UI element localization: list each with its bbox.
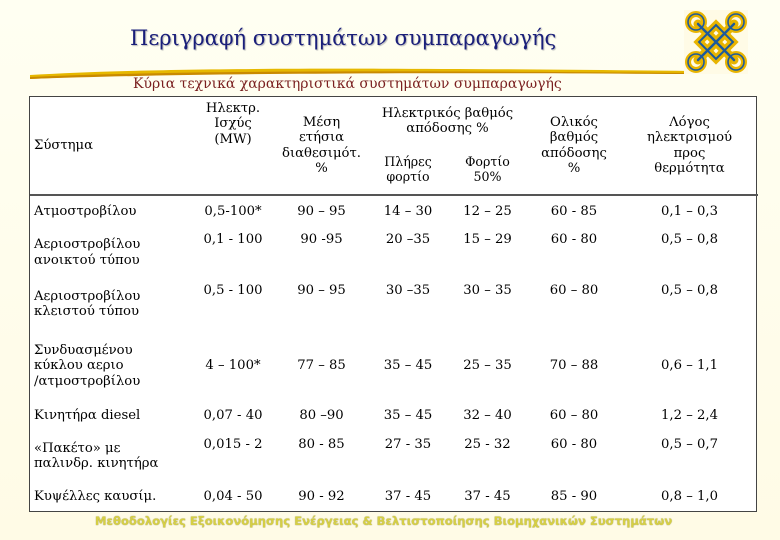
header-full-load: Πλήρες φορτίο [368, 145, 448, 195]
cell-availability: 90 – 95 [297, 283, 346, 298]
cell-ratio: 0,5 – 0,8 [661, 283, 718, 298]
header-power: Ηλεκτρ. Ισχύς (MW) [191, 97, 275, 195]
cell-availability: 77 – 85 [297, 358, 346, 374]
cell-ratio: 0,5 – 0,7 [661, 437, 718, 452]
cell-power: 0,5-100* [204, 204, 262, 220]
cell-half-load: 32 – 40 [463, 408, 512, 424]
footer-course-title: Μεθοδολογίες Εξοικονόμησης Ενέργειας & Βελτιστοποίησης Βιομηχανικών Συστημάτων [95, 514, 673, 528]
table-row [30, 195, 758, 228]
header-system: Σύστημα [30, 97, 191, 195]
header-electrical-efficiency: Ηλεκτρικός βαθμός απόδοσης % [381, 105, 514, 136]
header-total-efficiency: Ολικός βαθμός απόδοσης % [527, 97, 621, 195]
cell-availability: 80 –90 [299, 408, 344, 424]
cell-total-efficiency: 70 – 88 [549, 358, 599, 374]
cell-total-efficiency: 60 – 80 [549, 408, 599, 424]
cell-full-load: 35 – 45 [383, 408, 433, 424]
cell-total-efficiency: 60 - 80 [550, 232, 598, 247]
header-availability: Μέση ετήσια διαθεσιμότ. % [275, 97, 368, 195]
row-system-name: Αεριοστροβίλου ανοικτού τύπου [34, 237, 141, 268]
page-subtitle: Κύρια τεχνικά χαρακτηριστικά συστημάτων συμπαραγωγής [133, 76, 562, 92]
cell-half-load: 15 – 29 [463, 232, 512, 247]
cell-availability: 90 - 92 [298, 489, 345, 505]
row-system-name: «Πακέτο» με παλινδρ. κινητήρα [34, 440, 159, 471]
cell-half-load: 25 - 32 [464, 437, 511, 452]
cell-full-load: 20 –35 [385, 232, 431, 247]
cogeneration-specs-table [29, 96, 757, 512]
header-power-heat-ratio: Λόγος ηλεκτρισμού προς θερμότητα [621, 97, 758, 195]
table-row [30, 331, 758, 401]
cell-ratio: 0,6 – 1,1 [661, 358, 718, 374]
cell-total-efficiency: 60 – 80 [549, 283, 599, 298]
cell-half-load: 12 – 25 [463, 204, 512, 220]
cell-half-load: 25 – 35 [463, 358, 512, 374]
table-row [30, 431, 758, 481]
table-row [30, 228, 758, 277]
cell-total-efficiency: 85 - 90 [550, 489, 598, 505]
cell-power: 4 – 100* [205, 358, 261, 374]
row-system-name: Αεριοστροβίλου κλειστού τύπου [34, 288, 141, 319]
cell-full-load: 14 – 30 [383, 204, 433, 220]
cell-total-efficiency: 60 - 85 [550, 204, 598, 220]
cell-availability: 90 – 95 [297, 204, 346, 220]
cell-availability: 90 -95 [300, 232, 343, 247]
cell-full-load: 35 – 45 [383, 358, 433, 374]
university-knot-logo-icon [684, 10, 748, 74]
cell-half-load: 30 – 35 [463, 283, 512, 298]
table-row [30, 481, 758, 513]
table-row [30, 401, 758, 431]
cell-power: 0,5 - 100 [203, 283, 263, 298]
cell-power: 0,1 - 100 [203, 232, 263, 247]
cell-full-load: 27 - 35 [384, 437, 432, 452]
cell-ratio: 1,2 – 2,4 [661, 408, 718, 424]
cell-power: 0,07 - 40 [203, 408, 263, 424]
row-system-name: Ατμοστροβίλου [34, 204, 137, 220]
page-title: Περιγραφή συστημάτων συμπαραγωγής [130, 26, 557, 50]
cell-ratio: 0,5 – 0,8 [661, 232, 718, 247]
cell-full-load: 30 –35 [385, 283, 431, 298]
row-system-name: Συνδυασμένου κύκλου αεριο /ατμοστροβίλου [34, 342, 141, 389]
cell-availability: 80 - 85 [298, 437, 345, 452]
cell-power: 0,015 - 2 [203, 437, 263, 452]
table-row [30, 277, 758, 331]
row-system-name: Κυψέλλες καυσίμ. [34, 489, 157, 505]
row-system-name: Κινητήρα diesel [34, 408, 141, 424]
cell-half-load: 37 - 45 [464, 489, 511, 505]
header-half-load: Φορτίο 50% [448, 145, 527, 195]
cell-power: 0,04 - 50 [203, 489, 263, 505]
cell-ratio: 0,1 – 0,3 [661, 204, 718, 220]
cell-full-load: 37 - 45 [384, 489, 432, 505]
cell-total-efficiency: 60 - 80 [550, 437, 598, 452]
cell-ratio: 0,8 – 1,0 [661, 489, 718, 505]
